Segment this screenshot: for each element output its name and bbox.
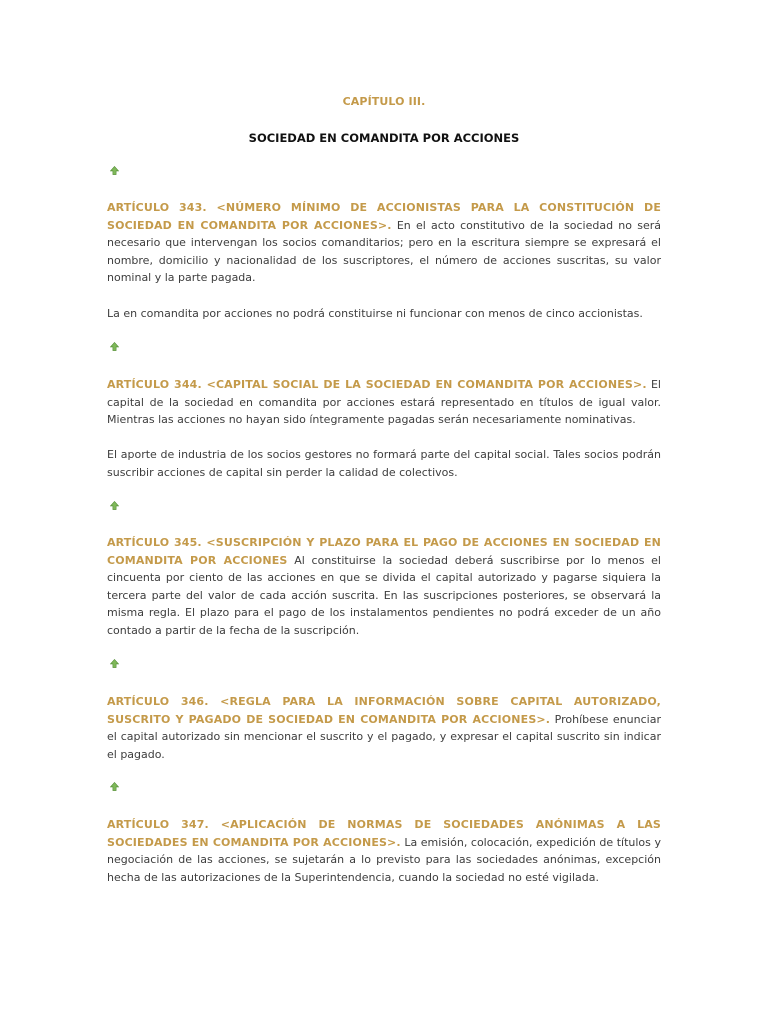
up-arrow-icon[interactable] bbox=[110, 782, 119, 791]
up-arrow-icon[interactable] bbox=[110, 166, 119, 175]
section-title: SOCIEDAD EN COMANDITA POR ACCIONES bbox=[248, 131, 520, 145]
article-heading: ARTÍCULO 345. <SUSCRIPCIÓN Y PLAZO PARA EL PAGO DE ACCIONES EN SOCIEDAD EN COMANDITA POR ACCIONES bbox=[107, 536, 661, 567]
article-body: La emisión, colocación, expedición de títulos y negociación de las acciones, se sujetarán a lo previsto para las sociedades anónimas, excepción hecha de las autorizaciones de la Superintendencia, cuando la sociedad no esté vigilada. bbox=[107, 835, 661, 884]
article-paragraph: La en comandita por acciones no podrá constituirse ni funcionar con menos de cinco accionistas. bbox=[107, 307, 643, 320]
article-body: El capital de la sociedad en comandita por acciones estará representado en títulos de igual valor. Mientras las acciones no hayan sido íntegramente pagadas serán necesariamente nominativas. bbox=[107, 378, 661, 427]
article-346 bbox=[107, 693, 661, 763]
article-heading: ARTÍCULO 347. <APLICACIÓN DE NORMAS DE SOCIEDADES ANÓNIMAS A LAS SOCIEDADES EN COMANDITA POR ACCIONES>. bbox=[107, 818, 661, 849]
article-body: Prohíbese enunciar el capital autorizado sin mencionar el suscrito y el pagado, y expresar el capital suscrito sin indicar el pagado. bbox=[107, 712, 661, 761]
article-347 bbox=[107, 816, 661, 886]
up-arrow-icon[interactable] bbox=[110, 342, 119, 351]
article-344 bbox=[107, 376, 661, 429]
article-paragraph: El aporte de industria de los socios gestores no formará parte del capital social. Tales socios podrán suscribir acciones de capital sin perder la calidad de colectivos. bbox=[107, 448, 661, 479]
article-heading: ARTÍCULO 344. <CAPITAL SOCIAL DE LA SOCIEDAD EN COMANDITA POR ACCIONES>. bbox=[107, 378, 647, 391]
article-343 bbox=[107, 199, 661, 287]
up-arrow-icon[interactable] bbox=[110, 659, 119, 668]
article-heading: ARTÍCULO 346. <REGLA PARA LA INFORMACIÓN SOBRE CAPITAL AUTORIZADO, SUSCRITO Y PAGADO DE SOCIEDAD EN COMANDITA POR ACCIONES>. bbox=[107, 695, 661, 726]
up-arrow-icon[interactable] bbox=[110, 501, 119, 510]
article-345 bbox=[107, 534, 661, 640]
article-body: Al constituirse la sociedad deberá suscribirse por lo menos el cincuenta por ciento de las acciones en que se divida el capital autorizado y pagarse siquiera la tercera parte del valor de cada acción suscrita. En las suscripciones posteriores, se observará la misma regla. El plazo para el pago de los instalamentos pendientes no podrá exceder de un año contado a partir de la fecha de la suscripción. bbox=[107, 553, 661, 637]
article-body: En el acto constitutivo de la sociedad no será necesario que intervengan los socios comanditarios; pero en la escritura siempre se expresará el nombre, domicilio y nacionalidad de los suscriptores, el número de acciones suscritas, su valor nominal y la parte pagada. bbox=[107, 218, 661, 285]
chapter-heading: CAPÍTULO III. bbox=[342, 95, 426, 108]
article-heading: ARTÍCULO 343. <NÚMERO MÍNIMO DE ACCIONISTAS PARA LA CONSTITUCIÓN DE SOCIEDAD EN COMANDITA POR ACCIONES>. bbox=[107, 201, 661, 232]
